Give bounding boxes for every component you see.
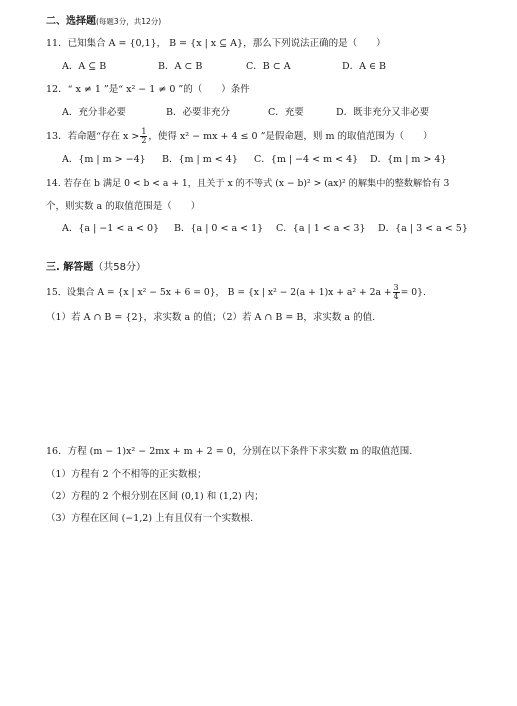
q14-option-d: D．{a | 3 < a < 5} [378, 223, 468, 234]
q13-option-c: C．{m | −4 < m < 4} [254, 154, 359, 165]
question-13-stem [46, 127, 432, 147]
section-3-note: （共58分） [93, 262, 147, 273]
q11-option-c: C．B ⊂ A [246, 61, 291, 72]
q13-fraction [140, 128, 147, 145]
q13-stem-part-b: ，使得 x² − mx + 4 ≤ 0 ”是假命题，则 m 的取值范围为（ ） [148, 131, 433, 142]
question-16-stem: 16．方程 (m − 1)x² − 2mx + m + 2 = 0，分别在以下条件下求实数 m 的取值范围. [46, 446, 413, 457]
q15-stem-part-b: = 0}. [400, 287, 426, 298]
q15-fraction [393, 284, 400, 301]
question-14-stem-line2: 个，则实数 a 的取值范围是（ ） [46, 201, 201, 212]
q14-option-b: B．{a | 0 < a < 1} [174, 223, 264, 234]
q14-option-a: A．{a | −1 < a < 0} [62, 223, 160, 234]
q12-option-d: D．既非充分又非必要 [336, 107, 430, 118]
q13-fraction-numerator: 1 [141, 127, 147, 136]
q13-fraction-denominator: 2 [141, 136, 147, 145]
q15-stem-part-a: 15．设集合 A = {x | x² − 5x + 6 = 0}， B = {x | x² − 2(a + 1)x + a² + 2a + [46, 287, 392, 298]
q11-option-b: B．A ⊂ B [158, 61, 203, 72]
question-16-subpart-2: （2）方程的 2 个根分别在区间 (0,1) 和 (1,2) 内； [46, 491, 264, 502]
q13-option-b: B．{m | m < 4} [162, 154, 238, 165]
section-2-title: 二、选择题 [46, 16, 96, 27]
question-14-stem-line1: 14. 若存在 b 满足 0 < b < a + 1，且关于 x 的不等式 (x − b)² > (ax)² 的解集中的整数解恰有 3 [46, 178, 450, 189]
q13-option-d: D．{m | m > 4} [370, 154, 447, 165]
question-16-subpart-3: （3）方程在区间 (−1,2) 上有且仅有一个实数根. [46, 513, 254, 524]
question-12-stem: 12．“ x ≠ 1 ”是“ x² − 1 ≠ 0 ”的（ ）条件 [46, 84, 250, 95]
q12-option-a: A．充分非必要 [62, 107, 126, 118]
question-15-stem [46, 283, 426, 303]
question-11-stem: 11．已知集合 A = {0,1}， B = {x | x ⊆ A}，那么下列说法正确的是（ ） [46, 38, 386, 49]
section-2-note: (每题3分，共12分) [96, 17, 162, 26]
section-3-header [46, 262, 146, 274]
q12-option-c: C．充要 [268, 107, 304, 118]
q11-option-a: A．A ⊆ B [62, 61, 107, 72]
q15-fraction-denominator: 4 [393, 292, 399, 301]
question-15-subparts: （1）若 A ∩ B = {2}，求实数 a 的值；（2）若 A ∩ B = B，求实数 a 的值. [46, 312, 376, 323]
q12-option-b: B．必要非充分 [166, 107, 230, 118]
section-2-header [46, 16, 161, 28]
q11-option-d: D．A ∈ B [342, 61, 387, 72]
section-3-title: 三. 解答题 [46, 262, 94, 273]
question-16-subpart-1: （1）方程有 2 个不相等的正实数根； [46, 469, 207, 480]
q13-stem-part-a: 13．若命题“存在 x > [46, 131, 140, 142]
q13-option-a: A．{m | m > −4} [62, 154, 146, 165]
q15-fraction-numerator: 3 [393, 283, 399, 292]
q14-option-c: C．{a | 1 < a < 3} [276, 223, 366, 234]
